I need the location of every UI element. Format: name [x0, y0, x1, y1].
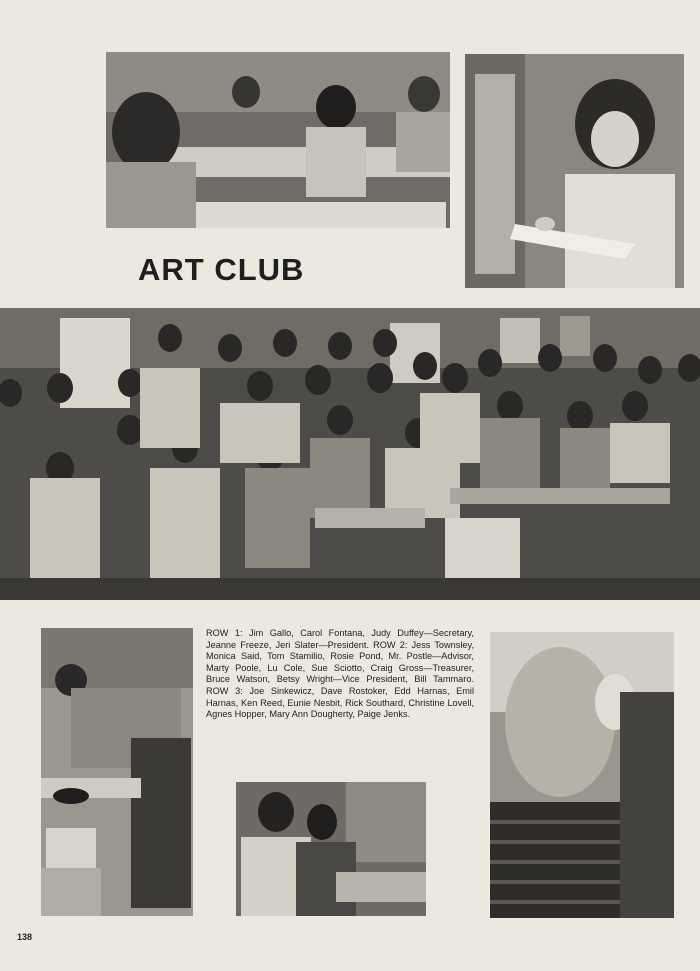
photo-girls-profile — [490, 632, 674, 918]
photo-girl-drawing-image — [465, 54, 684, 288]
photo-advisor-working-image — [41, 628, 193, 916]
page-number: 138 — [17, 932, 33, 942]
photo-club-group — [0, 308, 700, 600]
photo-club-group-image — [0, 308, 700, 600]
photo-girl-drawing — [465, 54, 684, 288]
photo-students-seated-image — [236, 782, 426, 916]
photo-advisor-working — [41, 628, 193, 916]
photo-students-seated — [236, 782, 426, 916]
photo-students-at-table-image — [106, 52, 450, 228]
photo-girls-profile-image — [490, 632, 674, 918]
page-title: ART CLUB — [138, 252, 305, 287]
photo-students-at-table — [106, 52, 450, 228]
member-caption: ROW 1: Jim Gallo, Carol Fontana, Judy Duffey—Secretary, Jeanne Freeze, Jeri Slater—President. ROW 2: Jess Townsley, Monica Said, Tom Stamilio, Rosie Pond, Mr. Postle—Advisor, Marty Poole, Lu Cole, Sue Sciotto, Craig Gross—Treasurer, Bruce Watson, Betsy Wright—Vice President, Bill Tammaro. ROW 3: Joe Sinkewicz, Dave Rostoker, Edd Harnas, Emil Harnas, Ken Reed, Eunie Nesbit, Rick Southard, Christine Lovell, Agnes Hopper, Mary Ann Dougherty, Paige Jenks. — [206, 628, 474, 720]
